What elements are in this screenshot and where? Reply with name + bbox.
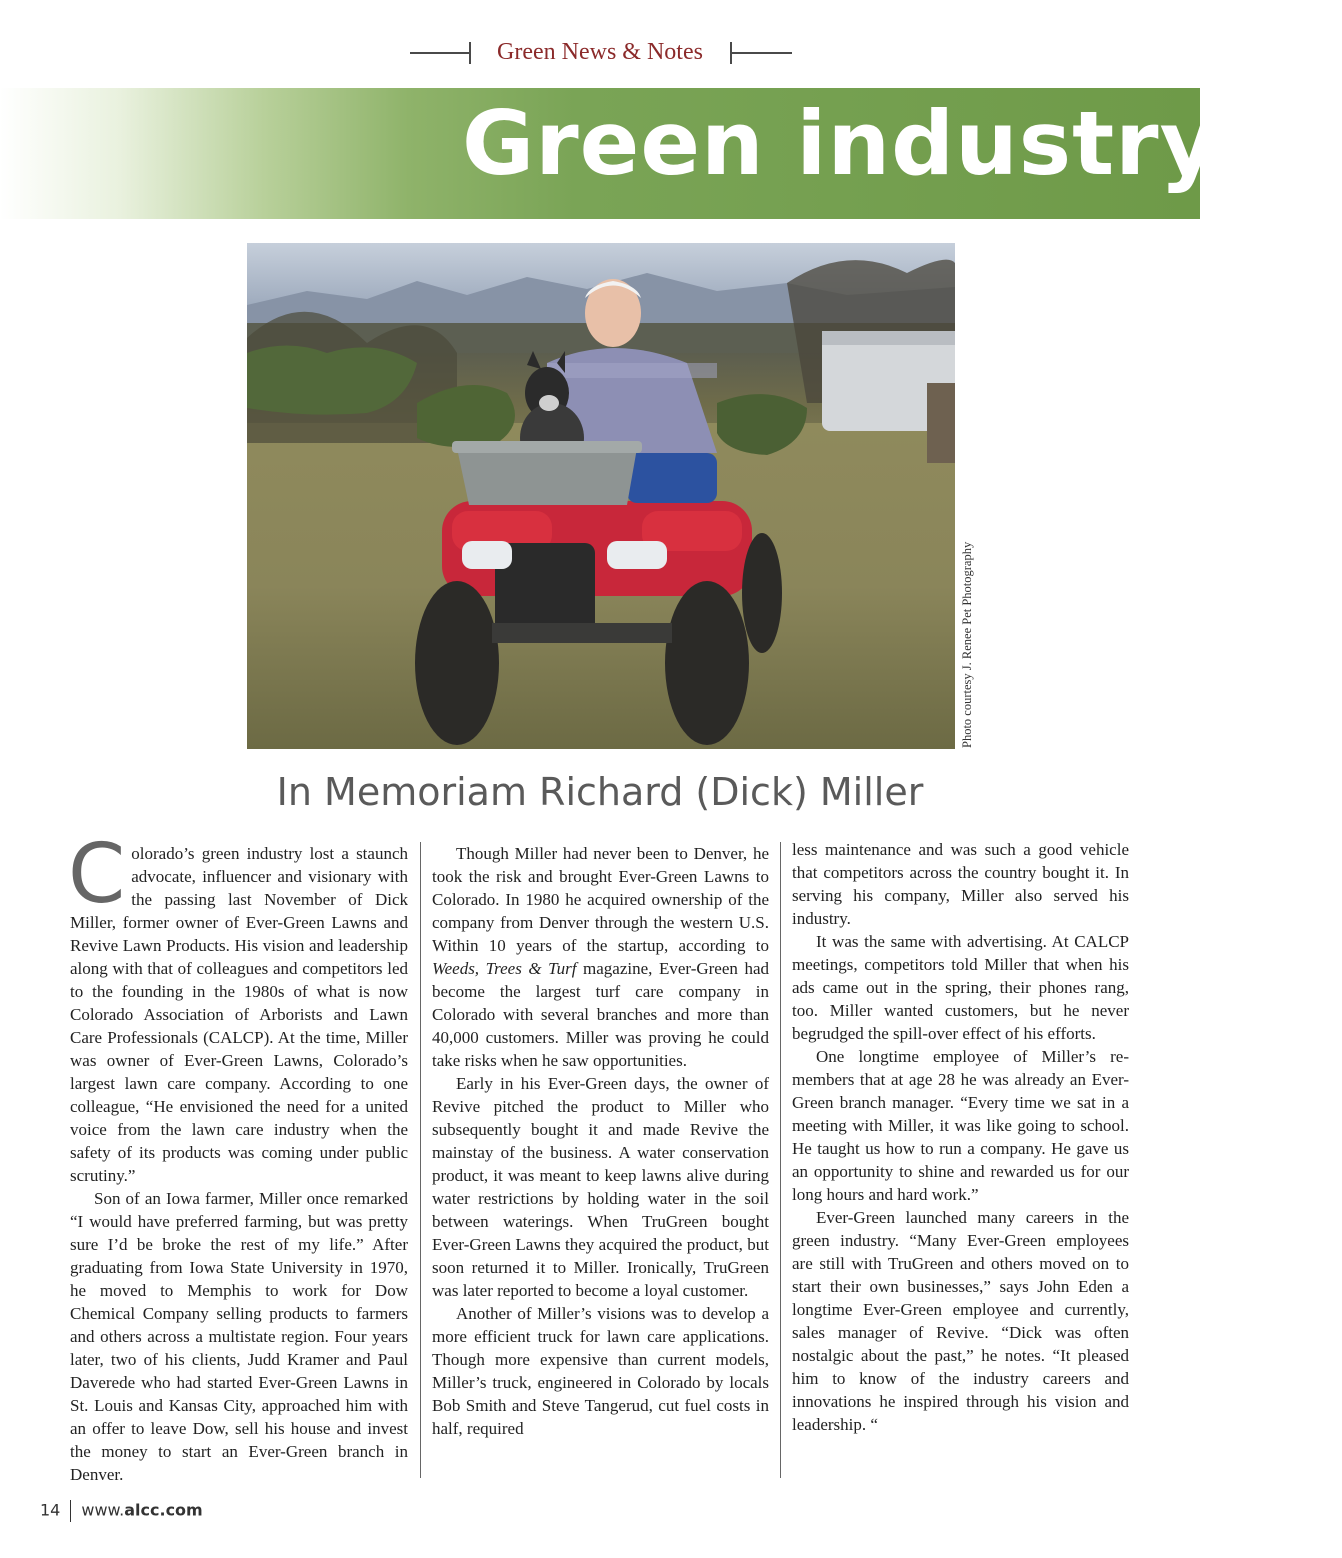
column-1-paragraph-2: Son of an Iowa farmer, Miller once remarked “I would have preferred farming, but was pretty sure I’d be broke the rest of my life.” After graduating from Iowa State University in 1970, he moved to Memphis to work for Dow Chemical Company selling products to farmers and others across a multistate region. Four years later, two of his clients, Judd Kramer and Paul Daverede who had started Ever-Green Lawns in St. Louis and Kansas City, approached him with an offer to leave Dow, sell his house and invest the money to start an Ever-Green branch in Denver.: [70, 1189, 408, 1484]
section-kicker-label: Green News & Notes: [497, 39, 703, 65]
column-2-paragraph-1-text-b: magazine, Ever-Green had become the largest turf care company in Colorado with several branches and more than 40,000 customers. Miller was proving he could take risks when he saw opportunities.: [432, 959, 769, 1070]
section-kicker: [0, 36, 1200, 70]
column-2-paragraph-1: [432, 842, 769, 1072]
kicker-rule-left: [410, 52, 470, 54]
column-1-paragraph-1-text: olorado’s green industry lost a staunch advocate, influencer and visionary with the passing last November of Dick Miller, former owner of Ever-Green Lawns and Revive Lawn Products. His vision and leadership along with that of colleagues and competitors led to the founding in the 1980s of what is now Colorado Association of Arborists and Lawn Care Professionals (CALCP). At the time, Miller was owner of Ever-Green Lawns, Colorado’s largest lawn care company. According to one colleague, “He envisioned the need for a united voice from the lawn care industry when the safety of its products was coming under public scrutiny.”: [70, 844, 408, 1185]
basket-illustration: [452, 441, 642, 505]
column-2-paragraph-2: Early in his Ever-Green days, the owner of Revive pitched the product to Miller who subsequently bought it and made Revive the mainstay of the business. A water conservation product, it was meant to keep lawns alive during water restrictions by holding water in the soil between waterings. When TruGreen bought Ever-Green Lawns they acquired the product, but soon returned it to Miller. Ironically, TruGreen was later reported to become a loyal customer.: [432, 1074, 769, 1300]
column-3-paragraph-2: It was the same with advertising. At CALCP meetings, competitors told Miller that when his ads came out in the spring, their phones rang, too. Miller wanted customers, but he never begrudged the spill-over effect of his efforts.: [792, 932, 1129, 1043]
column-3-paragraph-4: Ever-Green launched many careers in the green industry. “Many Ever-Green employees are still with TruGreen and others moved on to start their own businesses,” says John Eden a longtime Ever-Green employee and currently, sales manager of Revive. “Dick was often nostalgic about the past,” he notes. “It pleased him to know of the industry careers and innovations he inspired through his vision and leadership. “: [792, 1208, 1129, 1434]
column-3-paragraph-3: One longtime employee of Miller’s remembers that at age 28 he was already an Ever-Green branch manager. “Every time we sat in a meeting with Miller, it was like going to school. He taught us how to run a company. He gave us an opportunity to shine and rewarded us for our long hours and hard work.”: [792, 1047, 1129, 1204]
kicker-tick-left: [469, 42, 471, 64]
feature-photo: [247, 243, 955, 749]
website-link-prefix: www.: [81, 1500, 125, 1520]
article-subhead: In Memoriam Richard (Dick) Miller: [276, 770, 924, 814]
column-2-paragraph-1-text-a: Though Miller had never been to Denver, he took the risk and brought Ever-Green Lawns to Colorado. In 1980 he acquired ownership of the company from Denver through the western U.S. Within 10 years of the startup, according to: [432, 844, 769, 955]
magazine-title: Weeds, Trees & Turf: [432, 959, 577, 978]
kicker-rule-right: [730, 52, 792, 54]
drop-cap: C: [68, 827, 126, 922]
column-3-paragraph-1: less maintenance and was such a good vehicle that competitors across the country bought it. In serving his company, Miller also served his industry.: [792, 840, 1129, 928]
page-footer: [40, 1500, 203, 1522]
article-column-2: [432, 842, 769, 1440]
column-2-paragraph-3: Another of Miller’s visions was to develop a more efficient truck for lawn care applications. Though more expensive than current models, Miller’s truck, engineered in Colorado by locals Bob Smith and Steve Tangerud, cut fuel costs in half, required: [432, 1304, 769, 1438]
headline-banner: [0, 88, 1342, 219]
photo-credit: Photo courtesy J. Renee Pet Photography: [960, 541, 974, 748]
website-link-domain: alcc.com: [124, 1500, 203, 1520]
headline: Green industry lo: [462, 92, 1342, 195]
website-link[interactable]: [81, 1501, 202, 1520]
feature-photo-illustration: [247, 243, 955, 749]
footer-separator: [70, 1500, 71, 1522]
column-1-paragraph-1: [68, 827, 408, 1187]
page-number: 14: [40, 1500, 61, 1520]
article-column-3: [792, 838, 1129, 1436]
column-divider-2: [780, 842, 781, 1478]
column-divider-1: [420, 842, 421, 1478]
article-column-1: [68, 827, 408, 1486]
